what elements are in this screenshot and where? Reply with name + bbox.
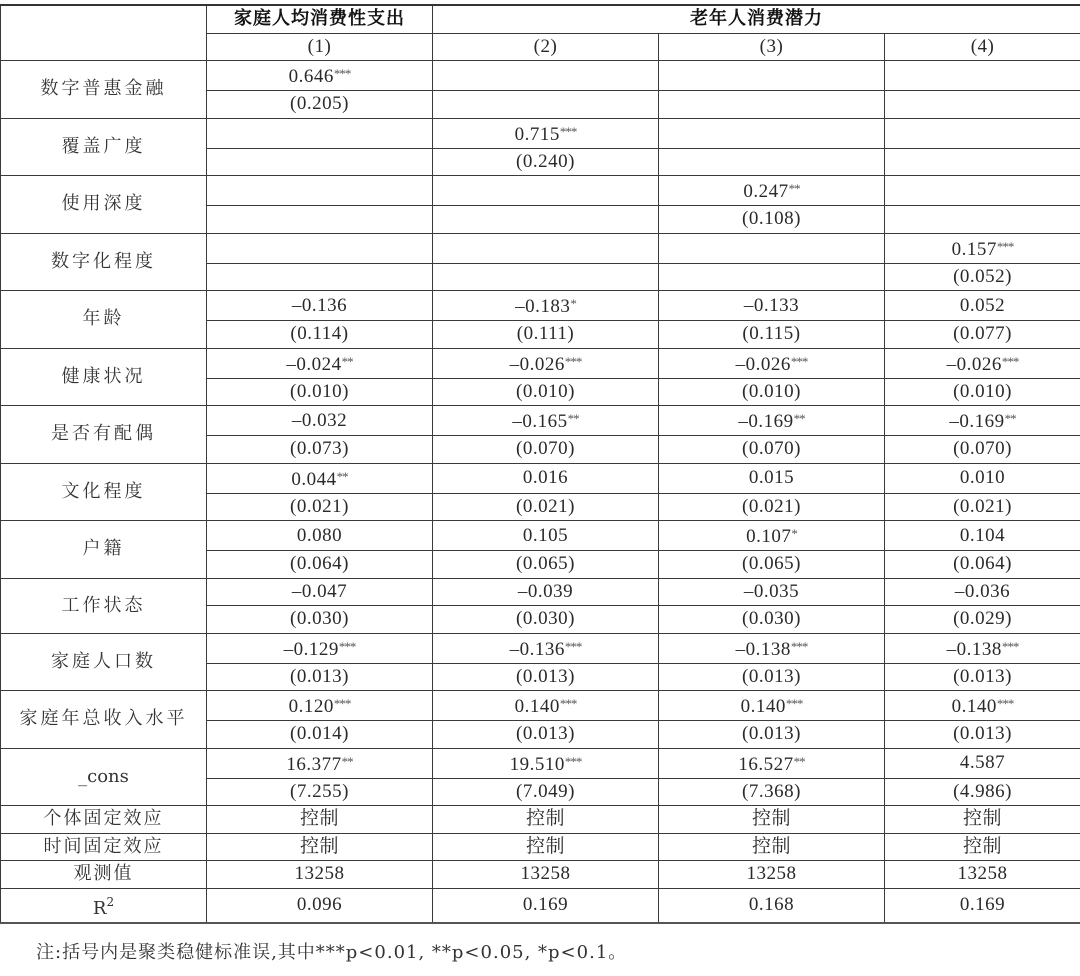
group-header-row [1,5,1080,33]
significance-stars: ** [336,468,348,484]
standard-error-cell: (7.255) [207,778,433,806]
coef-cell [207,521,433,551]
model-number-4: (4) [885,33,1080,61]
coef-cell [207,691,433,721]
footer-value: 控制 [207,833,433,861]
variable-label: 文化程度 [1,463,207,521]
standard-error-cell: (0.052) [885,263,1080,291]
variable-label: 数字化程度 [1,233,207,291]
coef-value: –0.138 [735,638,791,660]
coef-value: 0.140 [951,696,997,717]
coef-cell [659,521,885,551]
coef-value: 0.107 [746,526,792,547]
significance-stars: ** [793,753,805,769]
coef-cell [207,578,433,606]
significance-stars: *** [333,696,351,711]
coef-cell [885,233,1080,263]
coef-value: 0.080 [296,524,343,546]
coef-cell [885,348,1080,378]
coef-value: 0.104 [959,524,1006,546]
variable-label: 工作状态 [1,578,207,633]
coef-value: 0.044 [291,468,337,490]
table-row-footer [1,861,1080,889]
coef-value: –0.169 [738,411,794,432]
significance-stars: ** [1004,411,1016,426]
coef-value: 0.140 [740,696,786,717]
table-row-coef [1,748,1080,778]
table-row-coef [1,348,1080,378]
significance-stars: *** [1001,353,1019,369]
standard-error-cell: (0.064) [885,551,1080,579]
standard-error-cell: (0.030) [659,606,885,634]
coef-value: 0.120 [288,696,334,717]
coef-cell [659,578,885,606]
standard-error-cell [207,206,433,234]
standard-error-cell: (0.013) [433,721,659,749]
footer-label: 观测值 [1,861,207,889]
significance-stars: *** [559,123,577,139]
coef-cell [433,748,659,778]
coef-value: –0.136 [291,294,348,316]
footer-value: 控制 [433,806,659,834]
r-squared-label: R [92,897,107,919]
superscript: 2 [106,894,115,909]
standard-error-cell: (0.010) [659,378,885,406]
coef-value: –0.138 [946,638,1002,660]
coef-value: –0.039 [517,580,574,602]
standard-error-cell: (0.111) [433,321,659,349]
significance-stars: *** [564,638,582,654]
standard-error-cell: (7.049) [433,778,659,806]
table-row-footer [1,833,1080,861]
standard-error-cell [433,263,659,291]
significance-stars: *** [996,696,1014,711]
table-row-footer [1,806,1080,834]
footer-value: 控制 [207,806,433,834]
standard-error-cell: (0.013) [433,663,659,691]
coef-value: –0.165 [512,411,568,432]
significance-stars: *** [790,353,808,369]
variable-label: 家庭人口数 [1,633,207,691]
coef-cell [207,633,433,663]
coef-cell [207,61,433,91]
coef-cell [433,233,659,263]
coef-cell [659,348,885,378]
footer-value: 13258 [207,861,433,889]
coef-cell [207,463,433,493]
significance-stars: *** [790,638,808,654]
significance-stars: * [791,526,797,541]
coef-cell [433,633,659,663]
significance-stars: *** [564,353,582,369]
table-row-coef [1,118,1080,148]
standard-error-cell: (0.065) [433,551,659,579]
table-row-coef [1,691,1080,721]
coef-value: 0.105 [522,524,569,546]
coef-cell [207,176,433,206]
coef-value: 0.016 [522,467,569,488]
coef-cell [659,748,885,778]
coef-cell [207,348,433,378]
significance-stars: ** [793,411,805,426]
standard-error-cell: (7.368) [659,778,885,806]
footer-value: 13258 [659,861,885,889]
standard-error-cell: (0.021) [659,493,885,521]
coef-cell [659,463,885,493]
standard-error-cell: (0.070) [433,436,659,464]
significance-stars: * [570,296,576,311]
coef-value: –0.169 [949,411,1005,432]
standard-error-cell: (0.010) [433,378,659,406]
standard-error-cell: (4.986) [885,778,1080,806]
coef-value: –0.026 [946,353,1002,375]
coef-cell [885,521,1080,551]
coef-value: –0.036 [954,580,1011,602]
coef-cell [433,578,659,606]
coef-value: 0.646 [288,66,334,87]
coef-value: 19.510 [509,753,565,775]
coef-cell [433,348,659,378]
coef-value: –0.024 [286,353,342,375]
coef-cell [433,691,659,721]
coef-cell [659,406,885,436]
coef-cell [885,406,1080,436]
coef-cell [207,118,433,148]
standard-error-cell: (0.010) [207,378,433,406]
standard-error-cell [885,148,1080,176]
coef-cell [885,118,1080,148]
coef-cell [433,521,659,551]
footer-label: 个体固定效应 [1,806,207,834]
standard-error-cell [885,206,1080,234]
significance-stars: ** [788,181,800,196]
table-row-coef [1,578,1080,606]
coef-value: 4.587 [959,752,1006,773]
coef-cell [433,406,659,436]
coef-value: –0.032 [291,409,348,431]
coef-cell [433,176,659,206]
coef-value: –0.136 [509,638,565,660]
footer-value: 0.169 [885,888,1080,923]
standard-error-cell: (0.030) [433,606,659,634]
model-number-3: (3) [659,33,885,61]
coef-value: –0.047 [291,580,348,602]
standard-error-cell: (0.013) [659,663,885,691]
coef-cell [433,118,659,148]
coef-cell [885,748,1080,778]
standard-error-cell [433,91,659,119]
variable-label: 年龄 [1,291,207,349]
standard-error-cell: (0.073) [207,436,433,464]
coef-cell [885,463,1080,493]
model-number-1: (1) [207,33,433,61]
coef-cell [207,748,433,778]
standard-error-cell: (0.240) [433,148,659,176]
standard-error-cell [659,91,885,119]
table-row-coef [1,233,1080,263]
standard-error-cell: (0.014) [207,721,433,749]
footer-value: 控制 [433,833,659,861]
variable-label: _cons [1,748,207,806]
coef-cell [433,463,659,493]
coef-value: 0.010 [959,467,1006,488]
standard-error-cell: (0.030) [207,606,433,634]
coef-cell [885,291,1080,321]
significance-stars: *** [564,753,582,769]
coef-value: –0.133 [743,294,800,316]
significance-stars: *** [1001,638,1019,654]
standard-error-cell: (0.021) [885,493,1080,521]
coef-value: –0.026 [509,353,565,375]
coef-cell [207,291,433,321]
standard-error-cell: (0.077) [885,321,1080,349]
footer-value: 0.168 [659,888,885,923]
group-header-household-consumption: 家庭人均消费性支出 [207,5,433,33]
coef-cell [433,61,659,91]
coef-value: 16.527 [738,753,794,775]
coef-cell [659,118,885,148]
significance-stars: ** [341,353,353,369]
coef-value: 0.140 [514,696,560,717]
footer-label: 时间固定效应 [1,833,207,861]
table-row-coef [1,633,1080,663]
coef-cell [885,633,1080,663]
variable-label: 使用深度 [1,176,207,234]
table-row-coef [1,176,1080,206]
standard-error-cell: (0.021) [207,493,433,521]
coef-cell [659,291,885,321]
coef-value: 0.157 [951,238,997,260]
coef-value: –0.026 [735,353,791,375]
coef-cell [885,578,1080,606]
footer-value: 13258 [885,861,1080,889]
standard-error-cell: (0.021) [433,493,659,521]
standard-error-cell: (0.013) [885,721,1080,749]
standard-error-cell [207,148,433,176]
group-header-elderly-consumption-potential: 老年人消费潜力 [433,5,1080,33]
significance-stars: *** [338,638,356,654]
variable-label: 覆盖广度 [1,118,207,176]
standard-error-cell [885,91,1080,119]
standard-error-cell: (0.114) [207,321,433,349]
coef-value: 0.015 [748,467,795,488]
footer-value: 控制 [659,806,885,834]
coef-value: –0.035 [743,580,800,602]
standard-error-cell [433,206,659,234]
coef-value: 0.715 [514,123,560,145]
table-row-coef [1,463,1080,493]
table-row-coef [1,61,1080,91]
footer-value: 控制 [885,806,1080,834]
significance-stars: *** [559,696,577,711]
standard-error-cell: (0.205) [207,91,433,119]
footer-value: 0.096 [207,888,433,923]
coef-cell [885,176,1080,206]
coef-value: 0.247 [743,181,789,202]
standard-error-cell: (0.115) [659,321,885,349]
coef-cell [659,633,885,663]
significance-stars: *** [333,66,351,81]
footer-label [1,888,207,923]
variable-label: 是否有配偶 [1,406,207,464]
coef-value: 16.377 [286,753,342,775]
footer-value: 0.169 [433,888,659,923]
coef-cell [659,233,885,263]
table-row-coef [1,406,1080,436]
standard-error-cell: (0.029) [885,606,1080,634]
table-row-coef [1,291,1080,321]
variable-label: 健康状况 [1,348,207,406]
variable-label: 家庭年总收入水平 [1,691,207,749]
coef-cell [885,691,1080,721]
standard-error-cell [207,263,433,291]
footer-value: 控制 [885,833,1080,861]
standard-error-cell: (0.070) [659,436,885,464]
significance-stars: *** [996,238,1014,254]
standard-error-cell [659,263,885,291]
coef-cell [659,61,885,91]
standard-error-cell: (0.013) [659,721,885,749]
coef-cell [207,233,433,263]
coef-cell [207,406,433,436]
standard-error-cell: (0.013) [885,663,1080,691]
table-row-coef [1,521,1080,551]
table-row-footer [1,888,1080,923]
footer-value: 控制 [659,833,885,861]
regression-table [0,4,1080,924]
coef-cell [659,691,885,721]
significance-stars: ** [341,753,353,769]
model-number-2: (2) [433,33,659,61]
standard-error-cell: (0.013) [207,663,433,691]
variable-label: 数字普惠金融 [1,61,207,119]
standard-error-cell: (0.065) [659,551,885,579]
standard-error-cell: (0.108) [659,206,885,234]
standard-error-cell: (0.070) [885,436,1080,464]
coef-value: –0.183 [515,296,571,317]
coef-cell [659,176,885,206]
standard-error-cell: (0.064) [207,551,433,579]
standard-error-cell [659,148,885,176]
significance-stars: *** [785,696,803,711]
footer-value: 13258 [433,861,659,889]
standard-error-cell: (0.010) [885,378,1080,406]
corner-cell [1,5,207,61]
significance-stars: ** [567,411,579,426]
coef-cell [433,291,659,321]
coef-cell [885,61,1080,91]
variable-label: 户籍 [1,521,207,579]
table-note: 注:括号内是聚类稳健标准误,其中***p<0.01, **p<0.05, *p<0.1。 [36,942,628,963]
coef-value: 0.052 [959,294,1006,316]
coef-value: –0.129 [283,638,339,660]
